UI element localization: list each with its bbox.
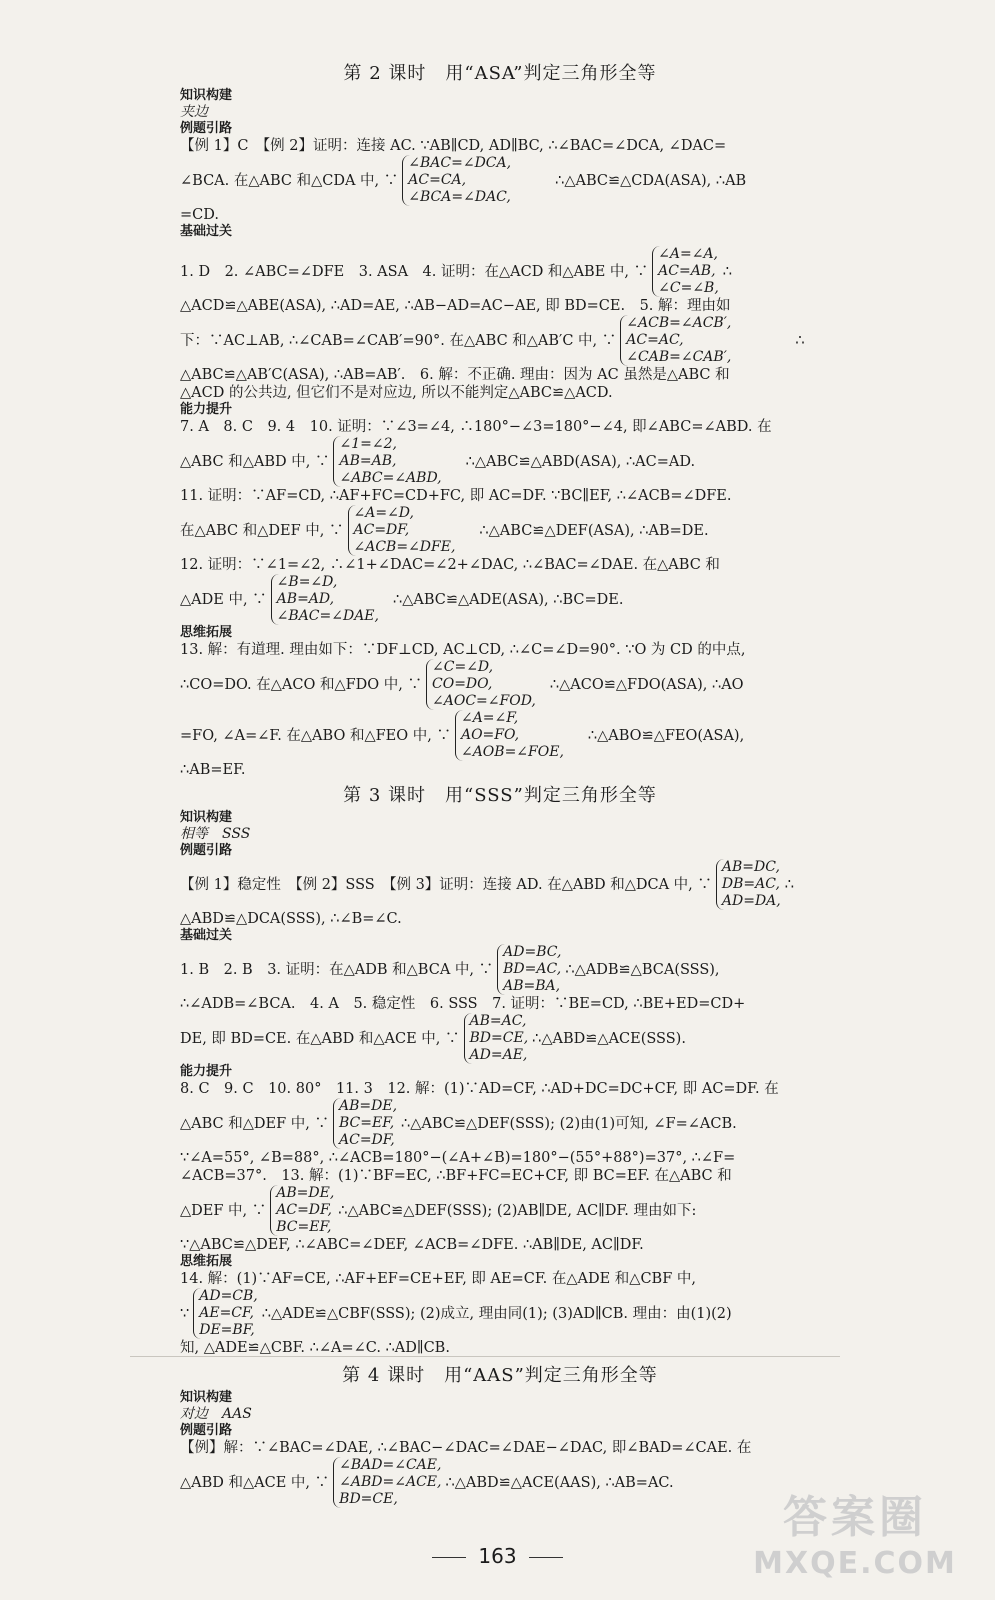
text-line-with-brace (180, 505, 820, 556)
condition: AC=DF, (353, 522, 410, 538)
condition-brace (402, 155, 511, 206)
text-line: 【例 1】C 【例 2】证明：连接 AC. ∵AB∥CD, AD∥BC, ∴∠BAC=∠DCA, ∠DAC= (180, 138, 727, 154)
condition: AE=CF, (199, 1305, 254, 1321)
condition-brace (620, 315, 731, 366)
condition: AB=BA, (503, 978, 561, 994)
section-title: 第 3 课时 用“SSS”判定三角形全等 (343, 785, 657, 806)
page-number-value: 163 (478, 1544, 517, 1568)
condition: AC=CA, (408, 172, 467, 188)
condition-brace (333, 436, 441, 487)
condition: AD=DA, (721, 893, 781, 909)
condition-brace (497, 944, 561, 995)
text-line-with-brace (180, 710, 820, 761)
text-line: 【例】解：∵∠BAC=∠DAE, ∴∠BAC−∠DAC=∠DAE−∠DAC, 即∠BAD=∠CAE. 在 (180, 1440, 752, 1456)
condition: ∠B=∠D, (276, 574, 338, 590)
condition-brace (270, 1185, 334, 1236)
text-line-with-brace (180, 1185, 820, 1236)
text-line: 11. 证明：∵AF=CD, ∴AF+FC=CD+FC, 即 AC=DF. ∵BC∥EF, ∴∠ACB=∠DFE. (180, 488, 732, 504)
condition: AB=DE, (276, 1185, 335, 1201)
heading-examples: 例题引路 (180, 843, 233, 858)
text-line-with-brace (180, 574, 820, 625)
text-segment: △ABC 和△ABD 中, ∵ (180, 453, 330, 470)
condition-brace (271, 574, 379, 625)
condition-brace (464, 1013, 529, 1064)
text-segment: DE, 即 BD=CE. 在△ABD 和△ACE 中, ∵ (180, 1030, 460, 1047)
condition: ∠ABC=∠ABD, (339, 470, 442, 486)
text-segment: ∴△ADE≌△CBF(SSS); (2)成立, 理由同(1); (3)AD∥CB. 理由：由(1)(2) (261, 1305, 732, 1322)
watermark-bottom: MXQE.COM (753, 1546, 957, 1581)
condition: AB=DE, (339, 1098, 398, 1114)
condition: ∠AOC=∠FOD, (432, 693, 536, 709)
text-line-with-brace (180, 1288, 820, 1339)
condition: ∠A=∠D, (353, 505, 414, 521)
condition: BD=AC, (503, 961, 562, 977)
text-line: ∵△ABC≌△DEF, ∴∠ABC=∠DEF, ∠ACB=∠DFE. ∴AB∥DE, AC∥DF. (180, 1237, 644, 1253)
condition: AC=DF, (339, 1132, 395, 1148)
watermark-logo (745, 1490, 965, 1590)
answer-knowledge: 相等 SSS (180, 826, 251, 842)
section-divider (130, 1356, 840, 1357)
heading-knowledge: 知识构建 (180, 810, 233, 825)
condition: ∠AOB=∠FOE, (460, 744, 564, 760)
heading-ability: 能力提升 (180, 402, 233, 417)
text-line-with-brace (180, 944, 820, 995)
condition: ∠BCA=∠DAC, (408, 189, 511, 205)
condition: ∠C=∠D, (432, 659, 494, 675)
text-line-with-brace (180, 155, 820, 206)
text-segment: △ABC 和△DEF 中, ∵ (180, 1115, 329, 1132)
text-segment: ∴ (784, 876, 794, 893)
text-line: △ABD≌△DCA(SSS), ∴∠B=∠C. (180, 911, 402, 927)
condition: ∠CAB=∠CAB′, (626, 349, 732, 365)
text-line: ∠ACB=37°. 13. 解：(1)∵BF=EC, ∴BF+FC=EC+CF, 即 BC=EF. 在△ABC 和 (180, 1168, 732, 1184)
text-segment: △ABD 和△ACE 中, ∵ (180, 1474, 330, 1491)
text-line: △ACD≌△ABE(ASA), ∴AD=AE, ∴AB−AD=AC−AE, 即 BD=CE. 5. 解：理由如 (180, 298, 731, 314)
section-title: 第 4 课时 用“AAS”判定三角形全等 (342, 1365, 658, 1386)
condition: ∠ACB=∠ACB′, (626, 315, 732, 331)
condition: AD=AE, (469, 1047, 528, 1063)
text-line: ∵∠A=55°, ∠B=88°, ∴∠ACB=180°−(∠A+∠B)=180°−(55°+88°)=37°, ∴∠F= (180, 1150, 736, 1166)
condition: BD=CE, (469, 1030, 529, 1046)
text-line: ∴AB=EF. (180, 762, 246, 778)
text-segment: ∴△ABC≌△DEF(ASA), ∴AB=DE. (479, 522, 709, 539)
text-segment: ∴△ABD≌△ACE(SSS). (532, 1030, 686, 1047)
condition: CO=DO, (432, 676, 493, 692)
text-line-with-brace (180, 659, 820, 710)
condition: ∠C=∠B, (658, 280, 719, 296)
condition: BC=EF, (276, 1219, 332, 1235)
text-segment: ∴CO=DO. 在△ACO 和△FDO 中, ∵ (180, 676, 423, 693)
condition: ∠1=∠2, (339, 436, 397, 452)
condition: AC=AC, (626, 332, 684, 348)
heading-extension: 思维拓展 (180, 1254, 233, 1269)
condition: AB=DC, (721, 859, 780, 875)
condition: DE=BF, (199, 1322, 255, 1338)
condition-brace (193, 1288, 258, 1339)
condition: AO=FO, (460, 727, 520, 743)
heading-basic: 基础过关 (180, 224, 233, 239)
text-line: 13. 解：有道理. 理由如下：∵DF⊥CD, AC⊥CD, ∴∠C=∠D=90°. ∵O 为 CD 的中点, (180, 642, 746, 658)
text-segment: ∴△ADB≌△BCA(SSS), (565, 961, 720, 978)
text-segment: 下：∵AC⊥AB, ∴∠CAB=∠CAB′=90°. 在△ABC 和△AB′C 中, ∵ (180, 332, 617, 349)
condition: ∠BAD=∠CAE, (339, 1457, 442, 1473)
condition: AC=AB, (658, 263, 716, 279)
text-segment: △DEF 中, ∵ (180, 1202, 267, 1219)
condition-brace (333, 1457, 441, 1508)
section-lesson-2 (180, 60, 820, 779)
answer-knowledge: 夹边 (180, 104, 208, 120)
text-segment: ∴△ABC≌△DEF(SSS); (2)由(1)可知, ∠F=∠ACB. (401, 1115, 737, 1132)
text-segment: ∴ (795, 332, 805, 349)
condition-brace (716, 859, 781, 910)
condition: ∠A=∠A, (658, 246, 719, 262)
text-line-with-brace (180, 246, 820, 297)
heading-knowledge: 知识构建 (180, 88, 233, 103)
text-line-with-brace (180, 859, 820, 910)
text-segment: 1. D 2. ∠ABC=∠DFE 3. ASA 4. 证明：在△ACD 和△ABE 中, ∵ (180, 263, 649, 280)
condition: AB=AC, (469, 1013, 527, 1029)
condition: ∠ACB=∠DFE, (353, 539, 456, 555)
text-segment: △ADE 中, ∵ (180, 591, 267, 608)
text-segment: ∴△ABD≌△ACE(AAS), ∴AB=AC. (445, 1474, 674, 1491)
condition: BC=EF, (339, 1115, 395, 1131)
text-line: △ACD 的公共边, 但它们不是对应边, 所以不能判定△ABC≌△ACD. (180, 385, 613, 401)
text-segment: 在△ABC 和△DEF 中, ∵ (180, 522, 344, 539)
condition: ∠A=∠F, (460, 710, 519, 726)
text-line-with-brace (180, 1013, 820, 1064)
condition-brace (455, 710, 564, 761)
condition-brace (348, 505, 456, 556)
condition: AB=AD, (276, 591, 335, 607)
condition-brace (333, 1098, 397, 1149)
answer-knowledge: 对边 AAS (180, 1406, 252, 1422)
condition: DB=AC, (721, 876, 780, 892)
condition: AB=AB, (339, 453, 397, 469)
text-segment: ∴△ABO≌△FEO(ASA), (587, 727, 745, 744)
condition-brace (652, 246, 719, 297)
text-segment: ∴ (722, 263, 733, 280)
section-lesson-3 (180, 782, 820, 1357)
heading-knowledge: 知识构建 (180, 1390, 233, 1405)
text-line: 知, △ADE≌△CBF. ∴∠A=∠C. ∴AD∥CB. (180, 1340, 450, 1356)
dash-left (432, 1557, 466, 1558)
text-line: 14. 解：(1)∵AF=CE, ∴AF+EF=CE+EF, 即 AE=CF. 在△ADE 和△CBF 中, (180, 1271, 696, 1287)
text-segment: ∴△ABC≌△CDA(ASA), ∴AB (555, 172, 747, 189)
watermark-top: 答案圈 (783, 1492, 927, 1543)
dash-right (529, 1557, 563, 1558)
text-line-with-brace (180, 1098, 820, 1149)
heading-examples: 例题引路 (180, 121, 233, 136)
text-segment: ∴△ABC≌△ABD(ASA), ∴AC=AD. (465, 453, 696, 470)
section-title: 第 2 课时 用“ASA”判定三角形全等 (343, 63, 657, 84)
text-line-with-brace (180, 436, 820, 487)
text-segment: ∴△ABC≌△ADE(ASA), ∴BC=DE. (392, 591, 624, 608)
text-segment: ∴△ABC≌△DEF(SSS); (2)AB∥DE, AC∥DF. 理由如下: (338, 1202, 697, 1219)
condition: ∠BAC=∠DCA, (408, 155, 512, 171)
heading-extension: 思维拓展 (180, 625, 233, 640)
condition: AD=BC, (503, 944, 562, 960)
text-segment: ∠BCA. 在△ABC 和△CDA 中, ∵ (180, 172, 399, 189)
text-line: 7. A 8. C 9. 4 10. 证明：∵∠3=∠4, ∴180°−∠3=180°−∠4, 即∠ABC=∠ABD. 在 (180, 419, 772, 435)
text-segment: ∴△ACO≌△FDO(ASA), ∴AO (549, 676, 744, 693)
condition: BD=CE, (339, 1491, 398, 1507)
heading-examples: 例题引路 (180, 1423, 233, 1438)
text-line-with-brace (180, 315, 820, 366)
text-segment: ∵ (180, 1305, 190, 1322)
text-line: 8. C 9. C 10. 80° 11. 3 12. 解：(1)∵AD=CF, ∴AD+DC=DC+CF, 即 AC=DF. 在 (180, 1081, 779, 1097)
condition: AC=DF, (276, 1202, 333, 1218)
text-segment: 1. B 2. B 3. 证明：在△ADB 和△BCA 中, ∵ (180, 961, 494, 978)
heading-ability: 能力提升 (180, 1064, 233, 1079)
text-line: 12. 证明：∵∠1=∠2, ∴∠1+∠DAC=∠2+∠DAC, ∴∠BAC=∠DAE. 在△ABC 和 (180, 557, 720, 573)
text-line: ∴∠ADB=∠BCA. 4. A 5. 稳定性 6. SSS 7. 证明：∵BE=CD, ∴BE+ED=CD+ (180, 996, 746, 1012)
condition-brace (426, 659, 536, 710)
text-line-with-brace (180, 1457, 820, 1508)
text-line: △ABC≌△AB′C(ASA), ∴AB=AB′. 6. 解：不正确. 理由：因为 AC 虽然是△ABC 和 (180, 367, 730, 383)
condition: AD=CB, (199, 1288, 258, 1304)
text-line: =CD. (180, 207, 219, 223)
text-segment: 【例 1】稳定性 【例 2】SSS 【例 3】证明：连接 AD. 在△ABD 和△DCA 中, ∵ (180, 876, 712, 893)
section-lesson-4 (180, 1362, 820, 1508)
condition: ∠BAC=∠DAE, (276, 608, 379, 624)
heading-basic: 基础过关 (180, 928, 233, 943)
text-segment: =FO, ∠A=∠F. 在△ABO 和△FEO 中, ∵ (180, 727, 451, 744)
condition: ∠ABD=∠ACE, (339, 1474, 442, 1490)
